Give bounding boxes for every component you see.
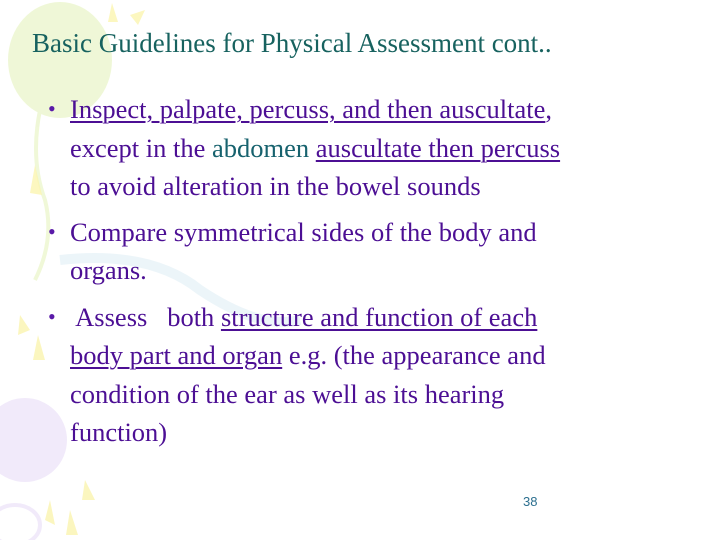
bullet-line xyxy=(70,217,537,248)
text-segment: organs. xyxy=(70,255,147,285)
bullet-marker: • xyxy=(48,304,56,329)
underlined-text: structure and function of each xyxy=(220,302,538,332)
text-segment xyxy=(309,133,316,163)
bullet-line xyxy=(70,171,481,202)
underlined-text: auscultate then percuss xyxy=(315,133,561,163)
text-segment: function) xyxy=(70,417,168,447)
text-segment: abdomen xyxy=(212,133,310,163)
text-segment: Assess both xyxy=(70,302,221,332)
bullet-line xyxy=(70,94,552,125)
bullet-line xyxy=(70,133,560,164)
bullet-marker: • xyxy=(48,219,56,244)
bullet-marker: • xyxy=(48,96,56,121)
text-segment: except in the xyxy=(70,133,213,163)
page-number: 38 xyxy=(523,494,538,509)
purple-balloon-icon xyxy=(0,398,67,540)
bullet-line xyxy=(70,255,147,286)
underlined-text: Inspect, palpate, percuss, and then auscultate xyxy=(70,94,546,124)
slide-title: Basic Guidelines for Physical Assessment cont.. xyxy=(32,28,552,58)
bullet-line xyxy=(70,379,504,410)
bullet-line xyxy=(70,302,537,333)
text-segment: condition of the ear as well as its hearing xyxy=(70,379,505,409)
text-segment: to avoid alteration in the bowel sounds xyxy=(70,171,481,201)
bullet-line xyxy=(70,417,167,448)
bullet-line xyxy=(70,340,546,371)
text-segment: e.g. (the appearance and xyxy=(282,340,546,370)
text-segment: Compare symmetrical sides of the body and xyxy=(70,217,537,247)
underlined-text: body part and organ xyxy=(70,340,283,370)
text-segment: , xyxy=(545,94,552,124)
